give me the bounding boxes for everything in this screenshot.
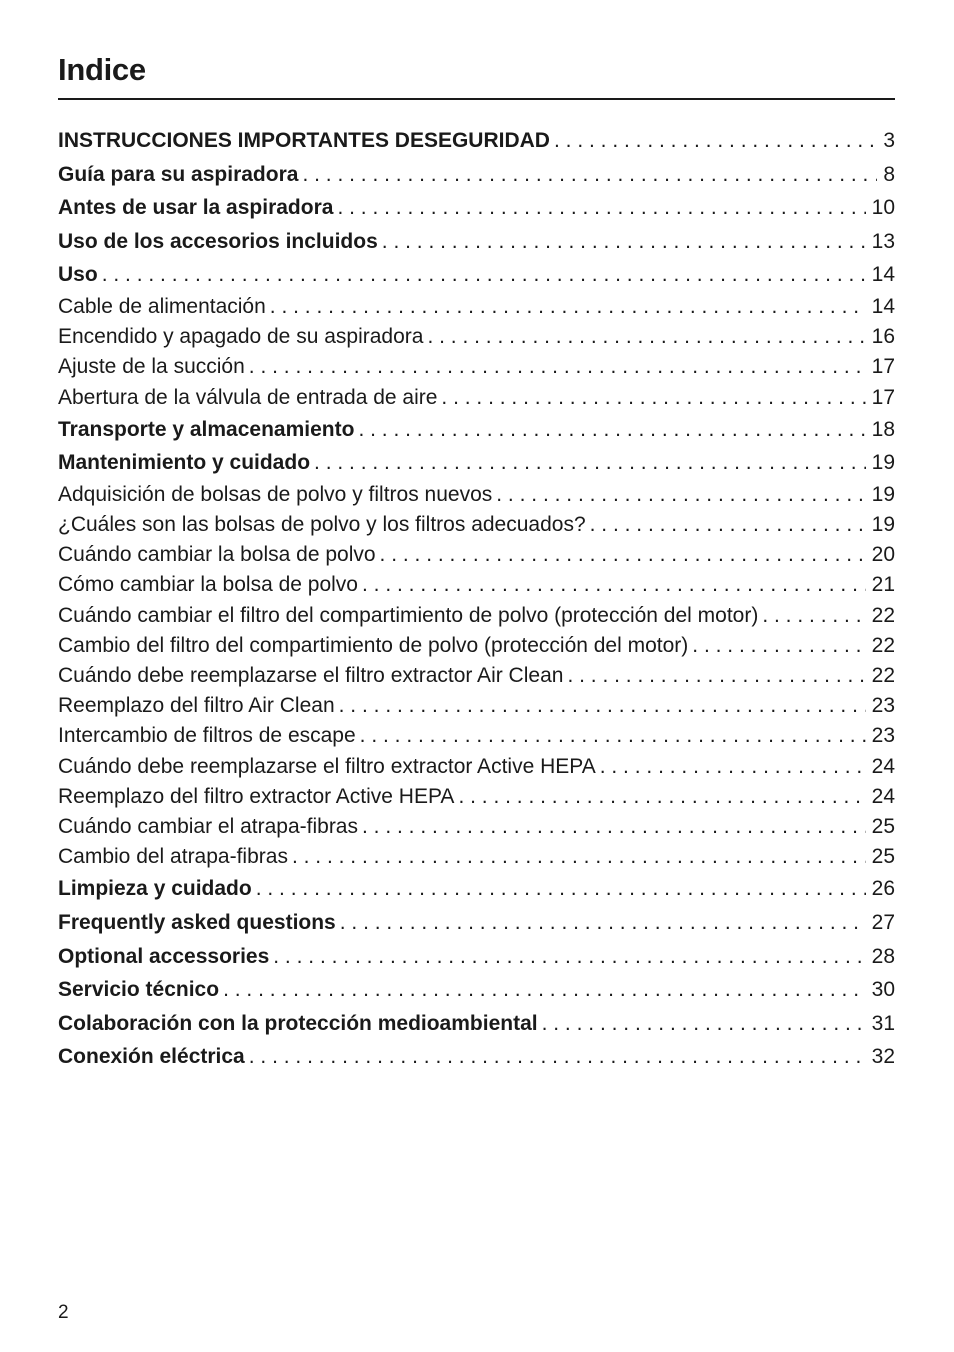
toc-entry-label: Reemplazo del filtro Air Clean [58, 694, 335, 718]
toc-entry[interactable] [58, 973, 895, 1007]
toc-dot-leader [600, 752, 866, 782]
toc-dot-leader [340, 906, 866, 940]
toc-entry-label: Cuándo debe reemplazarse el filtro extractor Air Clean [58, 664, 564, 688]
toc-entry[interactable] [58, 124, 895, 158]
toc-entry-label: Encendido y apagado de su aspiradora [58, 325, 424, 349]
toc-entry-page: 19 [871, 513, 895, 537]
toc-dot-leader [496, 480, 865, 510]
toc-entry[interactable] [58, 570, 895, 600]
toc-entry-page: 8 [883, 162, 895, 186]
toc-entry-label: Cambio del atrapa-fibras [58, 845, 288, 869]
toc-dot-leader [273, 940, 865, 974]
toc-entry-page: 17 [871, 355, 895, 379]
toc-entry[interactable] [58, 842, 895, 872]
toc-dot-leader [223, 973, 866, 1007]
toc-dot-leader [590, 510, 866, 540]
toc-dot-leader [362, 570, 866, 600]
toc-entry[interactable] [58, 258, 895, 292]
toc-entry-label: Cable de alimentación [58, 294, 266, 318]
toc-entry-page: 32 [871, 1045, 895, 1069]
toc-dot-leader [762, 601, 865, 631]
toc-entry-page: 22 [871, 633, 895, 657]
toc-entry[interactable] [58, 940, 895, 974]
toc-entry-label: Intercambio de filtros de escape [58, 724, 356, 748]
toc-entry[interactable] [58, 906, 895, 940]
toc-entry-label: Cuándo cambiar la bolsa de polvo [58, 543, 376, 567]
toc-entry-page: 23 [871, 694, 895, 718]
toc-entry-label: Guía para su aspiradora [58, 162, 299, 186]
toc-dot-leader [567, 661, 865, 691]
toc-entry-page: 16 [871, 325, 895, 349]
page-number: 2 [58, 1302, 69, 1323]
toc-dot-leader [302, 158, 877, 192]
toc-entry-page: 20 [871, 543, 895, 567]
toc-entry[interactable] [58, 480, 895, 510]
toc-dot-leader [382, 225, 866, 259]
toc-entry-page: 25 [871, 814, 895, 838]
toc-entry-label: Adquisición de bolsas de polvo y filtros nuevos [58, 482, 493, 506]
toc-entry[interactable] [58, 631, 895, 661]
toc-entry-label: Cambio del filtro del compartimiento de polvo (protección del motor) [58, 633, 689, 657]
title-divider [58, 98, 895, 100]
toc-entry-label: Colaboración con la protección medioambiental [58, 1011, 538, 1035]
toc-entry-page: 19 [871, 482, 895, 506]
toc-entry[interactable] [58, 1040, 895, 1074]
toc-entry[interactable] [58, 872, 895, 906]
toc-dot-leader [358, 413, 865, 447]
toc-entry-label: Transporte y almacenamiento [58, 417, 355, 441]
toc-entry[interactable] [58, 413, 895, 447]
toc-entry-label: ¿Cuáles son las bolsas de polvo y los filtros adecuados? [58, 513, 586, 537]
toc-dot-leader [256, 872, 866, 906]
toc-entry-page: 22 [871, 603, 895, 627]
toc-entry[interactable] [58, 225, 895, 259]
toc-entry-label: Cuándo cambiar el atrapa-fibras [58, 814, 358, 838]
toc-dot-leader [337, 191, 865, 225]
toc-entry-label: Ajuste de la succión [58, 355, 245, 379]
toc-entry-page: 27 [871, 910, 895, 934]
toc-entry[interactable] [58, 1007, 895, 1041]
toc-entry-label: Mantenimiento y cuidado [58, 451, 311, 475]
toc-entry[interactable] [58, 540, 895, 570]
toc-dot-leader [102, 258, 866, 292]
page-title: Indice [58, 52, 146, 87]
toc-entry-page: 10 [871, 196, 895, 220]
toc-dot-leader [441, 383, 865, 413]
toc-entry-page: 23 [871, 724, 895, 748]
toc-dot-leader [554, 124, 877, 158]
toc-entry-label: Frequently asked questions [58, 910, 336, 934]
toc-dot-leader [692, 631, 865, 661]
toc-entry-page: 17 [871, 385, 895, 409]
toc-entry-label: Cuándo debe reemplazarse el filtro extractor Active HEPA [58, 754, 596, 778]
toc-entry-label: Cuándo cambiar el filtro del compartimiento de polvo (protección del motor) [58, 603, 759, 627]
toc-dot-leader [249, 1040, 866, 1074]
toc-entry-label: Reemplazo del filtro extractor Active HEPA [58, 784, 455, 808]
toc-entry-label: Uso de los accesorios incluidos [58, 229, 378, 253]
toc-entry-page: 25 [871, 845, 895, 869]
toc-entry[interactable] [58, 601, 895, 631]
toc-entry[interactable] [58, 661, 895, 691]
toc-dot-leader [458, 782, 865, 812]
table-of-contents [58, 124, 895, 1074]
toc-entry-page: 24 [871, 784, 895, 808]
toc-dot-leader [339, 691, 866, 721]
toc-dot-leader [292, 842, 866, 872]
toc-entry-page: 22 [871, 664, 895, 688]
toc-entry[interactable] [58, 812, 895, 842]
toc-entry-page: 14 [871, 294, 895, 318]
toc-entry-page: 3 [883, 129, 895, 152]
toc-entry[interactable] [58, 691, 895, 721]
toc-entry-label: Optional accessories [58, 944, 270, 968]
toc-entry-page: 13 [871, 229, 895, 253]
toc-entry[interactable] [58, 352, 895, 382]
toc-entry[interactable] [58, 721, 895, 751]
toc-entry-page: 31 [871, 1011, 895, 1035]
toc-entry[interactable] [58, 292, 895, 322]
toc-entry-label: INSTRUCCIONES IMPORTANTES DESEGURIDAD [58, 129, 550, 152]
toc-dot-leader [542, 1007, 866, 1041]
toc-entry[interactable] [58, 752, 895, 782]
toc-entry-page: 30 [871, 978, 895, 1002]
toc-entry-page: 21 [871, 573, 895, 597]
toc-dot-leader [362, 812, 866, 842]
toc-entry[interactable] [58, 322, 895, 352]
toc-entry-label: Antes de usar la aspiradora [58, 196, 334, 220]
toc-entry-label: Conexión eléctrica [58, 1045, 245, 1069]
toc-entry-page: 24 [871, 754, 895, 778]
toc-dot-leader [270, 292, 866, 322]
toc-entry[interactable] [58, 158, 895, 192]
toc-entry[interactable] [58, 191, 895, 225]
toc-entry[interactable] [58, 782, 895, 812]
toc-entry-label: Cómo cambiar la bolsa de polvo [58, 573, 358, 597]
toc-dot-leader [249, 352, 866, 382]
toc-entry[interactable] [58, 383, 895, 413]
toc-dot-leader [360, 721, 866, 751]
toc-entry-label: Limpieza y cuidado [58, 877, 252, 901]
toc-entry[interactable] [58, 510, 895, 540]
toc-entry-page: 18 [871, 417, 895, 441]
toc-dot-leader [427, 322, 865, 352]
toc-entry-page: 19 [871, 451, 895, 475]
toc-entry-label: Uso [58, 263, 98, 287]
toc-entry-page: 26 [871, 877, 895, 901]
toc-entry-page: 14 [871, 263, 895, 287]
toc-entry-label: Servicio técnico [58, 978, 220, 1002]
toc-dot-leader [380, 540, 866, 570]
toc-entry-label: Abertura de la válvula de entrada de aire [58, 385, 438, 409]
toc-entry[interactable] [58, 446, 895, 480]
toc-dot-leader [314, 446, 866, 480]
toc-entry-page: 28 [871, 944, 895, 968]
